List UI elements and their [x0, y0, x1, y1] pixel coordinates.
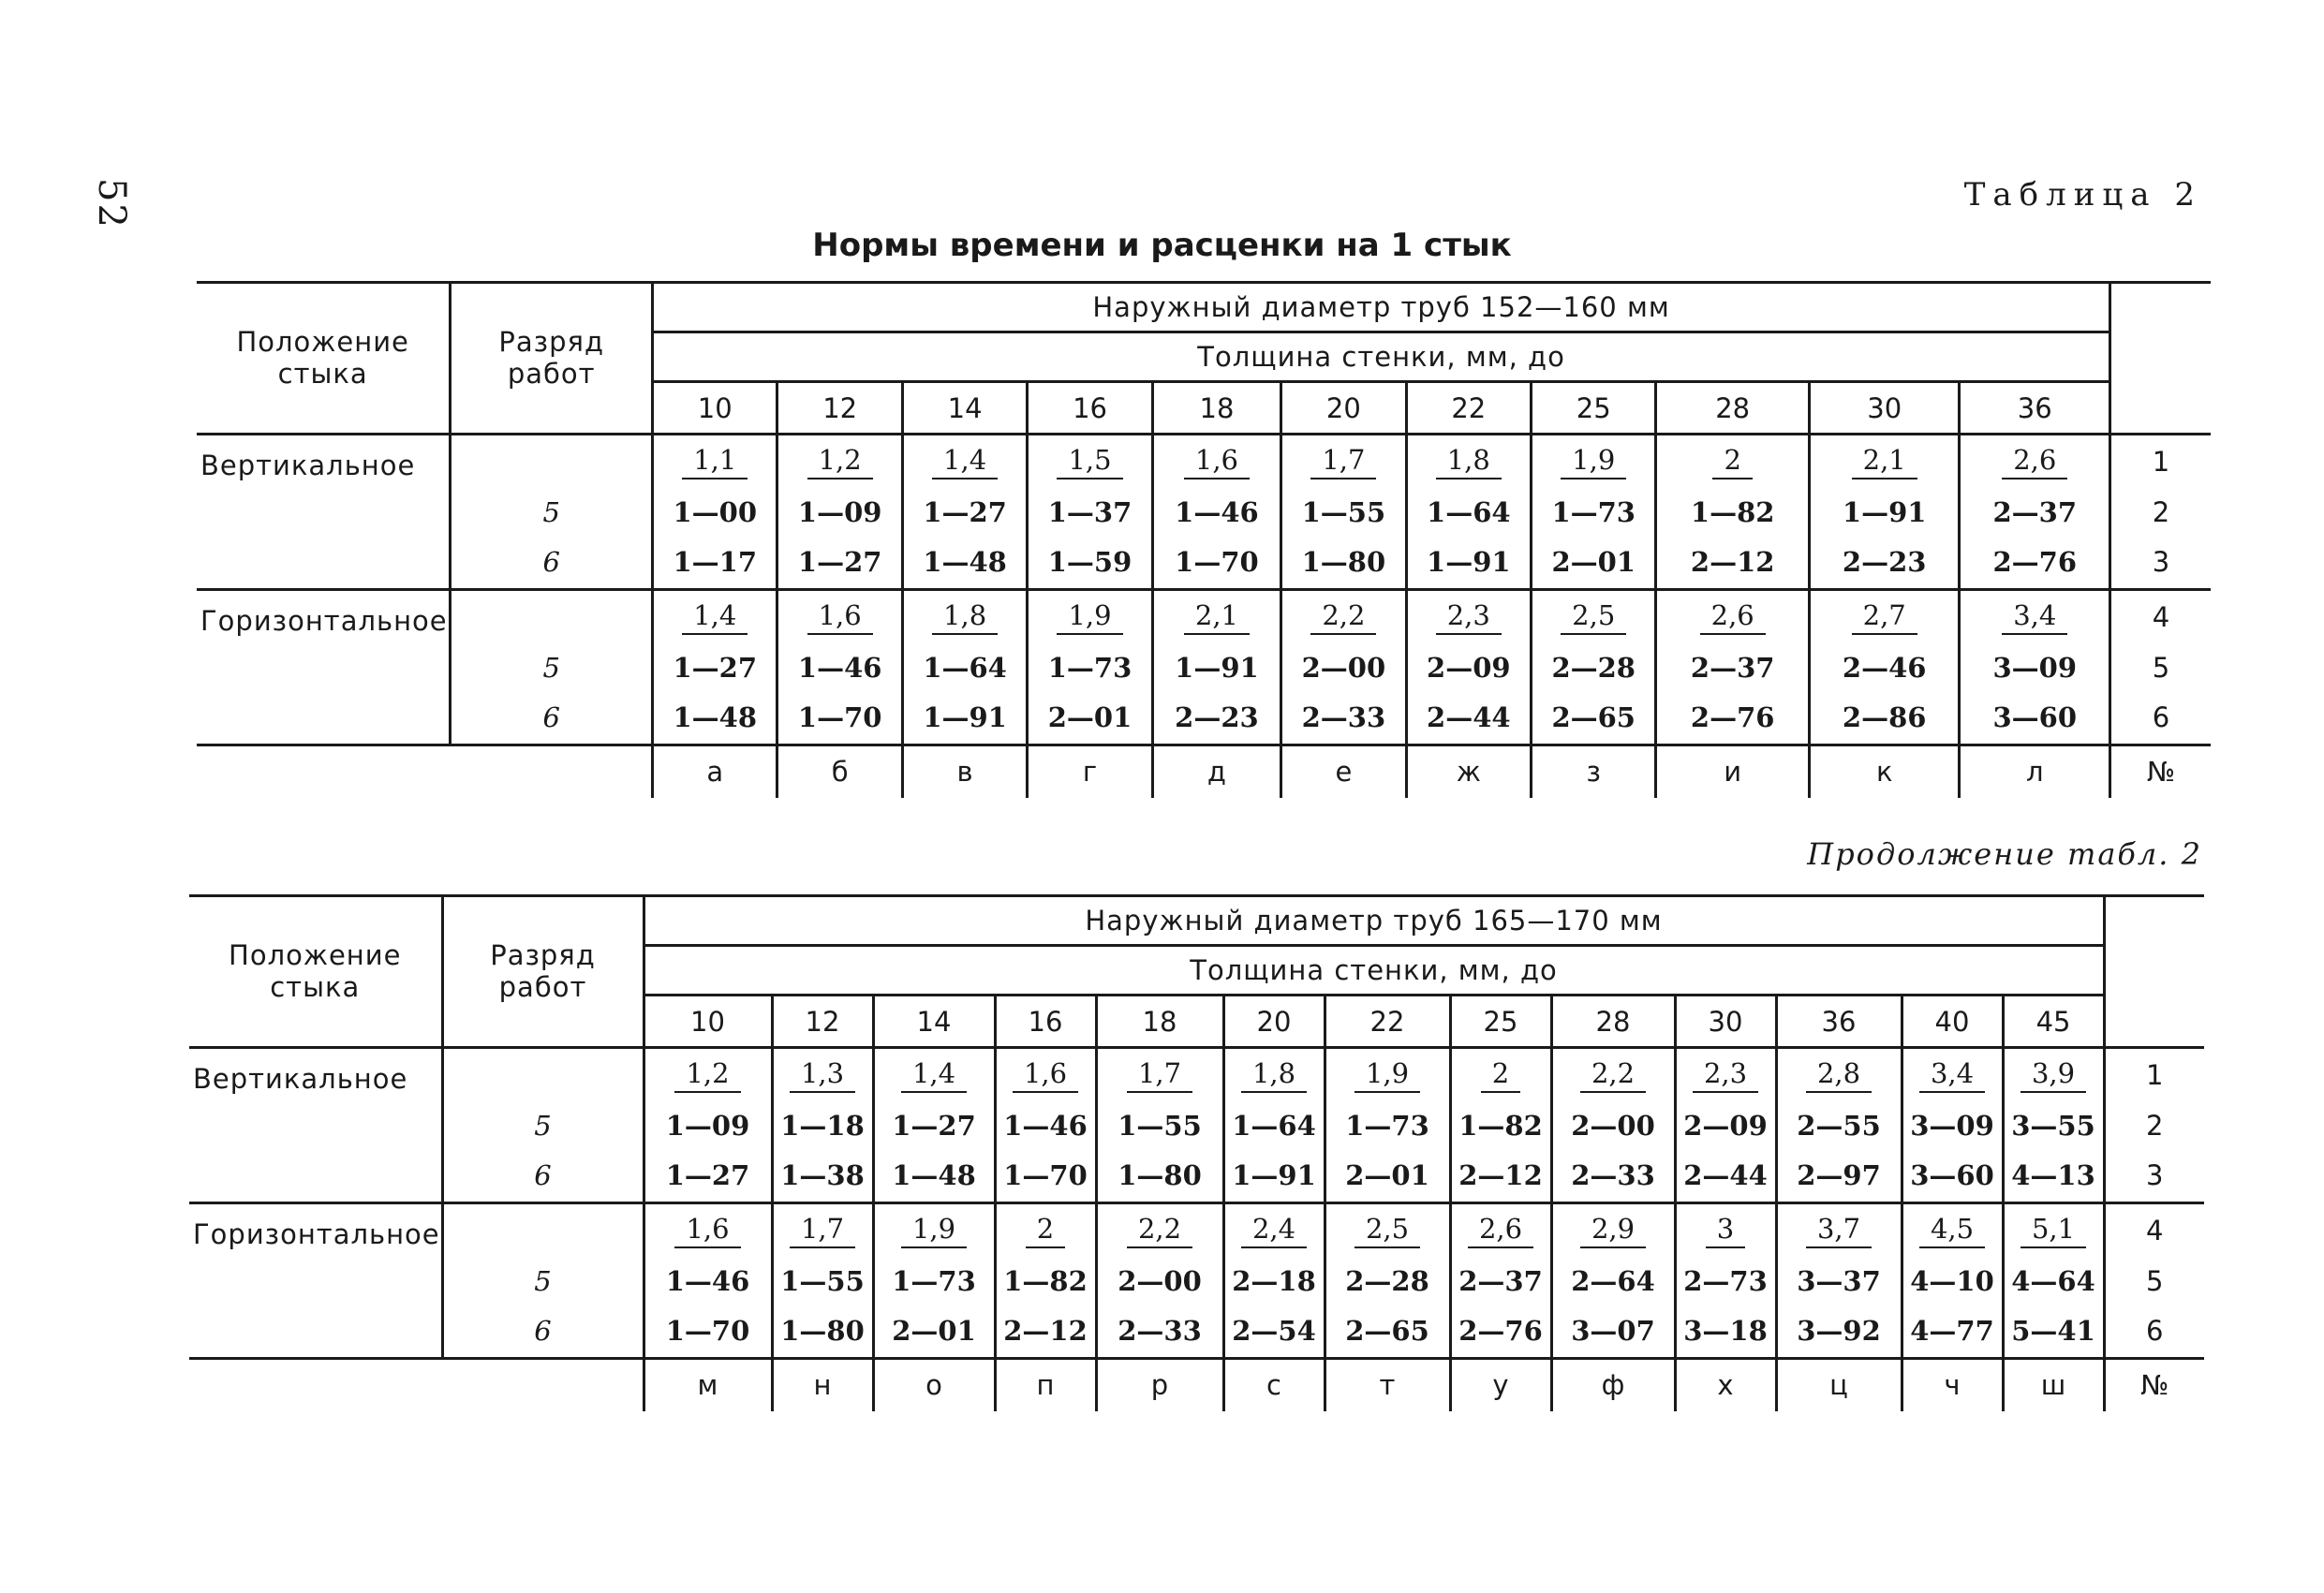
rate-cell: 1—82 — [995, 1258, 1096, 1305]
norm-cell — [1406, 435, 1531, 489]
norm-value: 3,9 — [2021, 1057, 2086, 1093]
norm-value: 1,5 — [1057, 444, 1122, 479]
norm-value: 1,4 — [682, 599, 748, 635]
rate-cell: 2—97 — [1776, 1149, 1902, 1203]
norm-value: 1,4 — [901, 1057, 967, 1093]
norm-cell — [1809, 435, 1960, 489]
grade-blank — [451, 435, 653, 489]
rate-cell: 1—82 — [1656, 489, 1810, 536]
row-number: 3 — [2110, 536, 2211, 590]
header-size: 40 — [1902, 996, 2003, 1048]
column-letter: г — [1028, 745, 1152, 798]
header-num-blank — [2110, 283, 2211, 435]
header-size: 30 — [1809, 382, 1960, 435]
header-size: 12 — [772, 996, 873, 1048]
norm-value: 2,2 — [1580, 1057, 1646, 1093]
norm-cell — [1325, 1203, 1450, 1258]
rate-cell: 1—48 — [873, 1149, 995, 1203]
rate-cell: 2—73 — [1675, 1258, 1776, 1305]
column-letter: п — [995, 1359, 1096, 1411]
rate-cell: 1—09 — [644, 1102, 772, 1149]
rate-cell: 5—41 — [2003, 1305, 2104, 1359]
norm-cell — [1809, 590, 1960, 644]
norm-value: 1,6 — [807, 599, 873, 635]
norm-value: 1,6 — [674, 1213, 740, 1248]
rate-cell: 2—01 — [1028, 691, 1152, 745]
letters-blank-1 — [189, 1359, 442, 1411]
norm-cell — [1152, 590, 1280, 644]
header-size: 10 — [644, 996, 772, 1048]
row-number: 6 — [2110, 691, 2211, 745]
row-number: 3 — [2104, 1149, 2204, 1203]
rate-cell: 1—37 — [1028, 489, 1152, 536]
rate-cell: 2—33 — [1551, 1149, 1675, 1203]
column-letter: м — [644, 1359, 772, 1411]
norm-cell — [777, 590, 902, 644]
grade-value: 5 — [442, 1258, 644, 1305]
rate-cell: 3—09 — [1902, 1102, 2003, 1149]
rate-cell: 1—91 — [1809, 489, 1960, 536]
rate-cell: 3—60 — [1960, 691, 2110, 745]
header-size: 14 — [873, 996, 995, 1048]
header-num-blank — [2104, 896, 2204, 1048]
norm-value: 2,7 — [1852, 599, 1917, 635]
header-diameter: Наружный диаметр труб 165—170 мм — [644, 896, 2104, 946]
header-size: 45 — [2003, 996, 2104, 1048]
rate-cell: 1—80 — [772, 1305, 873, 1359]
norm-value: 2 — [1712, 444, 1752, 479]
rate-cell: 1—73 — [1532, 489, 1656, 536]
norm-value: 2 — [1481, 1057, 1520, 1093]
rate-cell: 1—64 — [902, 644, 1027, 691]
norm-cell — [772, 1203, 873, 1258]
rate-cell: 2—12 — [995, 1305, 1096, 1359]
rate-cell: 2—00 — [1096, 1258, 1223, 1305]
norm-cell — [1028, 590, 1152, 644]
rate-cell: 2—55 — [1776, 1102, 1902, 1149]
column-letter: д — [1152, 745, 1280, 798]
row-number: 2 — [2110, 489, 2211, 536]
rate-cell: 2—65 — [1532, 691, 1656, 745]
header-size: 30 — [1675, 996, 1776, 1048]
norm-value: 1,2 — [674, 1057, 740, 1093]
norm-value: 2,3 — [1693, 1057, 1758, 1093]
norm-cell — [1325, 1048, 1450, 1102]
header-size: 12 — [777, 382, 902, 435]
column-letter: з — [1532, 745, 1656, 798]
norm-value: 2,2 — [1310, 599, 1376, 635]
rate-cell: 1—70 — [995, 1149, 1096, 1203]
norm-value: 1,6 — [1184, 444, 1250, 479]
norm-value: 1,9 — [901, 1213, 967, 1248]
header-diameter: Наружный диаметр труб 152—160 мм — [653, 283, 2110, 332]
rate-cell: 2—18 — [1223, 1258, 1325, 1305]
rate-cell: 2—37 — [1656, 644, 1810, 691]
norm-cell — [1281, 435, 1406, 489]
rate-cell: 2—44 — [1406, 691, 1531, 745]
rate-cell: 2—09 — [1406, 644, 1531, 691]
rate-cell: 1—91 — [902, 691, 1027, 745]
rate-cell: 1—80 — [1281, 536, 1406, 590]
norm-cell — [1902, 1203, 2003, 1258]
rate-cell: 1—73 — [873, 1258, 995, 1305]
column-letter: л — [1960, 745, 2110, 798]
rate-cell: 1—09 — [777, 489, 902, 536]
norm-cell — [902, 590, 1027, 644]
column-letter: н — [772, 1359, 873, 1411]
norm-value: 1,9 — [1561, 444, 1626, 479]
column-letter: ш — [2003, 1359, 2104, 1411]
rate-cell: 2—65 — [1325, 1305, 1450, 1359]
grade-value: 6 — [451, 536, 653, 590]
norm-value: 1,9 — [1354, 1057, 1420, 1093]
header-size: 36 — [1776, 996, 1902, 1048]
norm-cell — [995, 1203, 1096, 1258]
num-label: № — [2140, 1369, 2169, 1402]
norm-cell — [777, 435, 902, 489]
rate-cell: 2—23 — [1809, 536, 1960, 590]
column-letter: е — [1281, 745, 1406, 798]
rate-cell: 1—73 — [1325, 1102, 1450, 1149]
norm-cell — [873, 1048, 995, 1102]
rate-cell: 1—70 — [1152, 536, 1280, 590]
norm-value: 3,4 — [1919, 1057, 1985, 1093]
header-size: 18 — [1096, 996, 1223, 1048]
norm-value: 2,5 — [1354, 1213, 1420, 1248]
rate-cell: 1—46 — [1152, 489, 1280, 536]
norm-value: 4,5 — [1919, 1213, 1985, 1248]
norm-value: 1,8 — [932, 599, 998, 635]
grade-value: 5 — [451, 644, 653, 691]
rate-cell: 1—27 — [902, 489, 1027, 536]
header-size: 22 — [1406, 382, 1531, 435]
norm-cell — [1096, 1203, 1223, 1258]
rate-cell: 2—64 — [1551, 1258, 1675, 1305]
rate-cell: 1—91 — [1406, 536, 1531, 590]
letters-blank-1 — [197, 745, 451, 798]
rate-cell: 4—64 — [2011, 1264, 2095, 1297]
norm-cell — [1776, 1203, 1902, 1258]
page-number: 52 — [90, 178, 133, 229]
norm-value: 2,8 — [1806, 1057, 1872, 1093]
rate-cell: 4—77 — [1902, 1305, 2003, 1359]
norm-cell — [902, 435, 1027, 489]
page-title: Нормы времени и расценки на 1 стык — [812, 227, 1512, 264]
norm-cell — [1450, 1048, 1551, 1102]
rate-cell: 1—59 — [1028, 536, 1152, 590]
grade-blank — [451, 590, 653, 644]
rate-cell: 1—55 — [1281, 489, 1406, 536]
column-letter: ц — [1776, 1359, 1902, 1411]
row-number: 1 — [2110, 435, 2211, 489]
rate-cell: 2—76 — [1960, 536, 2110, 590]
norm-cell — [995, 1048, 1096, 1102]
column-letter: у — [1450, 1359, 1551, 1411]
position-label: Горизонтальное — [189, 1203, 442, 1359]
header-size: 25 — [1450, 996, 1551, 1048]
norm-value: 5,1 — [2021, 1213, 2086, 1248]
rate-cell: 2—44 — [1675, 1149, 1776, 1203]
column-letter: ж — [1406, 745, 1531, 798]
norm-cell — [644, 1048, 772, 1102]
rate-cell: 1—48 — [653, 691, 777, 745]
rate-cell: 1—91 — [1223, 1149, 1325, 1203]
position-label: Вертикальное — [189, 1048, 442, 1203]
grade-blank — [442, 1048, 644, 1102]
norms-table-165-170 — [189, 894, 2204, 1411]
norm-value: 3,7 — [1806, 1213, 1872, 1248]
norm-value: 1,8 — [1436, 444, 1502, 479]
column-letter: б — [777, 745, 902, 798]
row-number: 5 — [2110, 644, 2211, 691]
rate-cell: 1—48 — [902, 536, 1027, 590]
rate-cell: 2—37 — [1992, 495, 2078, 528]
norm-cell — [1096, 1048, 1223, 1102]
rate-cell: 2—23 — [1152, 691, 1280, 745]
rate-cell: 2—76 — [1450, 1305, 1551, 1359]
rate-cell: 1—27 — [644, 1149, 772, 1203]
column-letter: т — [1325, 1359, 1450, 1411]
norm-value: 1,7 — [1310, 444, 1376, 479]
norm-cell — [1223, 1203, 1325, 1258]
header-size: 36 — [1960, 382, 2110, 435]
letters-blank-2 — [442, 1359, 644, 1411]
header-thickness: Толщина стенки, мм, до — [653, 332, 2110, 382]
rate-cell: 3—07 — [1551, 1305, 1675, 1359]
norm-cell — [1450, 1203, 1551, 1258]
rate-cell: 2—33 — [1281, 691, 1406, 745]
norm-cell — [2003, 1048, 2104, 1102]
column-letter: и — [1656, 745, 1810, 798]
header-thickness: Толщина стенки, мм, до — [644, 946, 2104, 996]
norm-cell — [1532, 435, 1656, 489]
norm-value: 3 — [1706, 1213, 1745, 1248]
header-size: 22 — [1325, 996, 1450, 1048]
rate-cell: 1—27 — [777, 536, 902, 590]
norm-cell — [1532, 590, 1656, 644]
norm-cell — [1960, 590, 2110, 644]
rate-cell: 2—12 — [1656, 536, 1810, 590]
rate-cell: 3—18 — [1675, 1305, 1776, 1359]
rate-cell: 1—55 — [772, 1258, 873, 1305]
header-size: 20 — [1223, 996, 1325, 1048]
rate-cell: 2—00 — [1281, 644, 1406, 691]
column-letter: с — [1223, 1359, 1325, 1411]
header-grade: Разряд работ — [442, 896, 644, 1048]
header-size: 28 — [1551, 996, 1675, 1048]
rate-cell: 4—13 — [2003, 1149, 2104, 1203]
norm-cell — [1902, 1048, 2003, 1102]
rate-cell: 2—01 — [1325, 1149, 1450, 1203]
norm-value: 1,6 — [1013, 1057, 1078, 1093]
norm-cell — [1406, 590, 1531, 644]
rate-cell: 2—01 — [1532, 536, 1656, 590]
rate-cell: 1—55 — [1096, 1102, 1223, 1149]
rate-cell: 1—18 — [772, 1102, 873, 1149]
rate-cell: 3—60 — [1902, 1149, 2003, 1203]
rate-cell: 2—00 — [1551, 1102, 1675, 1149]
header-size: 20 — [1281, 382, 1406, 435]
rate-cell: 2—33 — [1096, 1305, 1223, 1359]
rate-cell: 2—28 — [1325, 1258, 1450, 1305]
grade-value: 6 — [451, 691, 653, 745]
continuation-label: Продолжение табл. 2 — [1807, 836, 2202, 872]
rate-cell: 1—91 — [1152, 644, 1280, 691]
norm-value: 2 — [1026, 1213, 1065, 1248]
rate-cell: 2—76 — [1656, 691, 1810, 745]
norm-cell — [772, 1048, 873, 1102]
row-number: 2 — [2104, 1102, 2204, 1149]
norm-value: 1,9 — [1057, 599, 1122, 635]
position-label: Горизонтальное — [197, 590, 451, 745]
column-letter: к — [1809, 745, 1960, 798]
rate-cell: 1—00 — [653, 489, 777, 536]
header-position: Положение стыка — [197, 283, 451, 435]
grade-value: 5 — [451, 489, 653, 536]
rate-cell: 1—27 — [653, 644, 777, 691]
position-label: Вертикальное — [197, 435, 451, 590]
rate-cell: 2—54 — [1223, 1305, 1325, 1359]
rate-cell: 1—46 — [644, 1258, 772, 1305]
row-number: 5 — [2104, 1258, 2204, 1305]
norm-cell — [1152, 435, 1280, 489]
norm-value: 1,7 — [790, 1213, 855, 1248]
norm-cell — [1656, 435, 1810, 489]
header-grade: Разряд работ — [451, 283, 653, 435]
header-size: 16 — [1028, 382, 1152, 435]
rate-cell: 1—73 — [1028, 644, 1152, 691]
rate-cell: 1—46 — [995, 1102, 1096, 1149]
norm-value: 2,3 — [1436, 599, 1502, 635]
row-number: 6 — [2104, 1305, 2204, 1359]
norm-value: 2,6 — [1700, 599, 1766, 635]
row-number: 1 — [2104, 1048, 2204, 1102]
column-letter: х — [1675, 1359, 1776, 1411]
norm-cell — [1551, 1048, 1675, 1102]
rate-cell: 1—70 — [644, 1305, 772, 1359]
norm-cell — [1675, 1048, 1776, 1102]
rate-cell: 2—28 — [1532, 644, 1656, 691]
norm-value: 2,6 — [1468, 1213, 1533, 1248]
norm-cell — [1028, 435, 1152, 489]
norm-value: 2,6 — [2002, 444, 2067, 479]
norm-value: 1,1 — [682, 444, 748, 479]
column-letter: о — [873, 1359, 995, 1411]
norm-cell — [1281, 590, 1406, 644]
norm-cell — [873, 1203, 995, 1258]
norms-table-152-160 — [197, 281, 2211, 798]
row-number: 4 — [2110, 590, 2211, 644]
rate-cell: 1—64 — [1223, 1102, 1325, 1149]
header-size: 28 — [1656, 382, 1810, 435]
rate-cell: 3—55 — [2011, 1109, 2095, 1142]
grade-value: 5 — [442, 1102, 644, 1149]
rate-cell: 1—17 — [653, 536, 777, 590]
row-number: 4 — [2104, 1203, 2204, 1258]
table-label: Таблица 2 — [1963, 176, 2202, 214]
norm-cell — [1776, 1048, 1902, 1102]
header-position: Положение стыка — [189, 896, 442, 1048]
letters-blank-2 — [451, 745, 653, 798]
norm-value: 2,4 — [1241, 1213, 1307, 1248]
norm-value: 3,4 — [2002, 599, 2067, 635]
norm-value: 1,3 — [790, 1057, 855, 1093]
norm-cell — [653, 590, 777, 644]
norm-value: 1,2 — [807, 444, 873, 479]
column-letter: р — [1096, 1359, 1223, 1411]
rate-cell: 1—46 — [777, 644, 902, 691]
norm-value: 2,1 — [1852, 444, 1917, 479]
norm-cell — [644, 1203, 772, 1258]
rate-cell: 2—12 — [1450, 1149, 1551, 1203]
column-letter: ч — [1902, 1359, 2003, 1411]
num-label: № — [2146, 756, 2176, 789]
header-size: 25 — [1532, 382, 1656, 435]
grade-value: 6 — [442, 1305, 644, 1359]
norm-cell — [1675, 1203, 1776, 1258]
rate-cell: 1—38 — [772, 1149, 873, 1203]
norm-cell — [653, 435, 777, 489]
norm-cell — [1960, 435, 2110, 489]
column-letter: в — [902, 745, 1027, 798]
norm-value: 2,2 — [1127, 1213, 1192, 1248]
header-size: 10 — [653, 382, 777, 435]
header-size: 16 — [995, 996, 1096, 1048]
norm-cell — [2003, 1203, 2104, 1258]
header-size: 14 — [902, 382, 1027, 435]
rate-cell: 1—64 — [1406, 489, 1531, 536]
grade-blank — [442, 1203, 644, 1258]
norm-cell — [1551, 1203, 1675, 1258]
rate-cell: 1—27 — [873, 1102, 995, 1149]
rate-cell: 1—82 — [1450, 1102, 1551, 1149]
rate-cell: 4—10 — [1902, 1258, 2003, 1305]
norm-value: 2,5 — [1561, 599, 1626, 635]
rate-cell: 2—09 — [1675, 1102, 1776, 1149]
norm-value: 1,7 — [1127, 1057, 1192, 1093]
norm-value: 2,1 — [1184, 599, 1250, 635]
rate-cell: 2—01 — [873, 1305, 995, 1359]
rate-cell: 3—09 — [1992, 651, 2078, 684]
rate-cell: 1—80 — [1096, 1149, 1223, 1203]
grade-value: 6 — [442, 1149, 644, 1203]
rate-cell: 2—46 — [1809, 644, 1960, 691]
rate-cell: 3—37 — [1776, 1258, 1902, 1305]
rate-cell: 2—86 — [1809, 691, 1960, 745]
norm-value: 1,4 — [932, 444, 998, 479]
norm-value: 2,9 — [1580, 1213, 1646, 1248]
rate-cell: 1—70 — [777, 691, 902, 745]
header-size: 18 — [1152, 382, 1280, 435]
column-letter: а — [653, 745, 777, 798]
norm-cell — [1223, 1048, 1325, 1102]
norm-cell — [1656, 590, 1810, 644]
column-letter: ф — [1551, 1359, 1675, 1411]
rate-cell: 3—92 — [1776, 1305, 1902, 1359]
norm-value: 1,8 — [1241, 1057, 1307, 1093]
rate-cell: 2—37 — [1450, 1258, 1551, 1305]
